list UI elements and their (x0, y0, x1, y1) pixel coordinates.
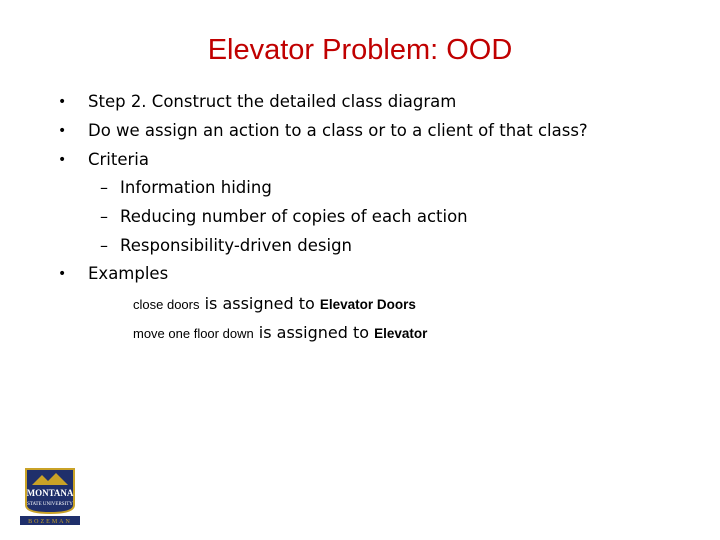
example-connector: is assigned to (253, 323, 375, 342)
montana-state-logo (16, 465, 84, 527)
bullet-assign-question: Do we assign an action to a class or to a client of that class? (88, 121, 588, 140)
example-target: Elevator Doors (319, 297, 416, 312)
bullet-criteria: Criteria (88, 150, 149, 169)
criteria-item: Reducing number of copies of each action (120, 207, 468, 226)
bullet-marker: • (58, 266, 67, 282)
logo-line3: BOZEMAN (28, 519, 72, 525)
example-action: move one floor down (133, 326, 254, 341)
example-row (133, 321, 427, 345)
criteria-item: Responsibility-driven design (120, 236, 352, 255)
bullet-marker: • (58, 152, 67, 168)
example-target: Elevator (374, 326, 428, 341)
logo-line2: STATE UNIVERSITY (27, 502, 73, 507)
bullet-marker: • (58, 123, 67, 139)
bullet-examples: Examples (88, 264, 169, 283)
bullet-marker: • (58, 94, 67, 110)
dash-marker: – (100, 236, 108, 255)
logo-line1: MONTANA (26, 488, 74, 498)
dash-marker: – (100, 178, 108, 197)
dash-marker: – (100, 207, 108, 226)
example-action: close doors (133, 297, 200, 312)
example-connector: is assigned to (199, 294, 320, 313)
bullet-step-2: Step 2. Construct the detailed class diagram (88, 92, 457, 111)
example-row (133, 292, 416, 316)
criteria-item: Information hiding (120, 178, 272, 197)
slide-title: Elevator Problem: OOD (207, 34, 513, 66)
